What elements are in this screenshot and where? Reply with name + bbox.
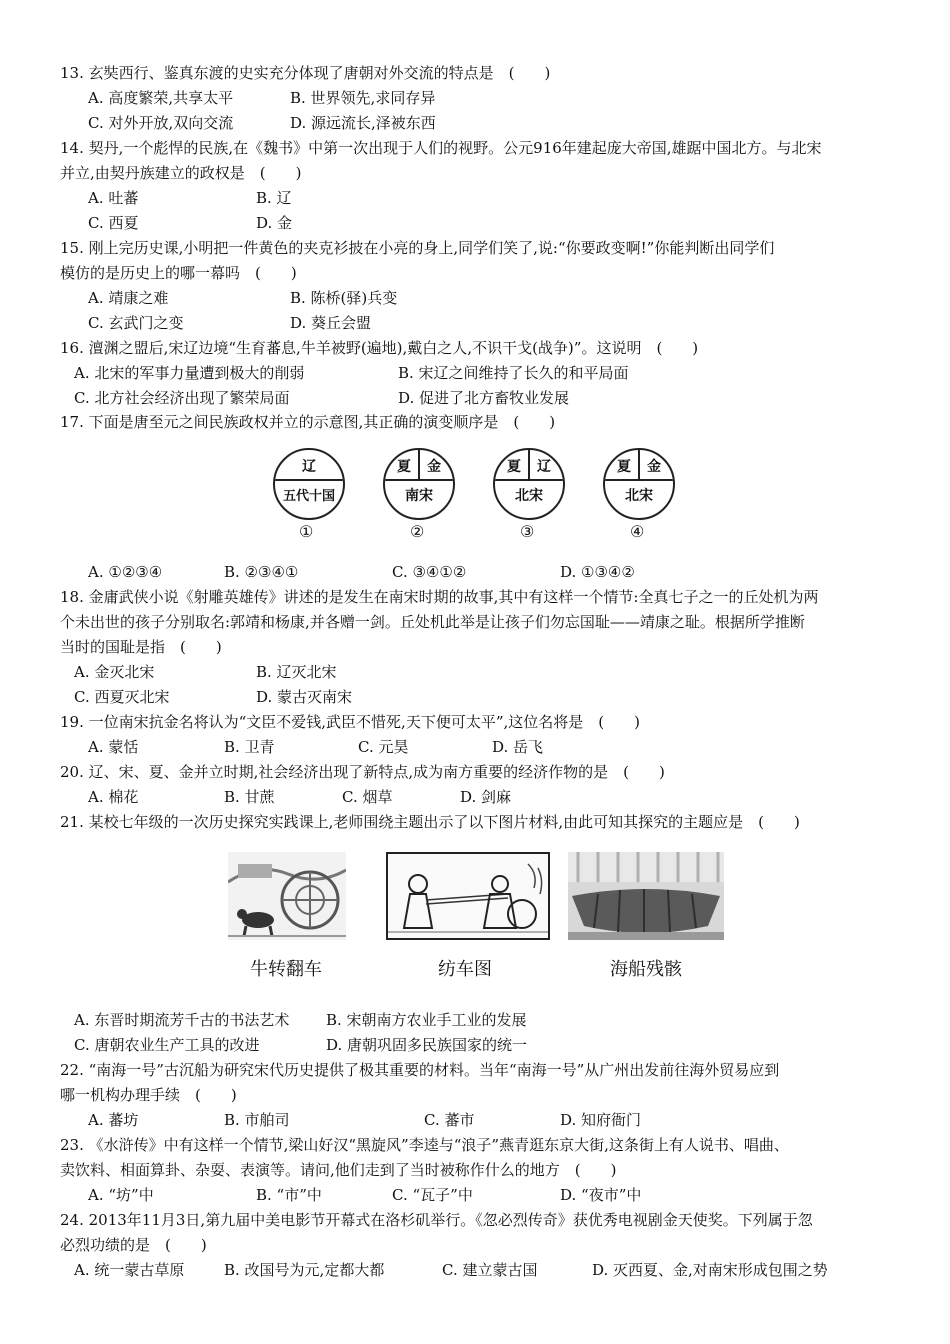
q13-option-b: B. 世界领先,求同存异 <box>290 89 436 107</box>
q20-option-b: B. 甘蔗 <box>224 788 275 806</box>
q15-stem-line2: 模仿的是历史上的哪一幕吗 ( ) <box>60 264 297 282</box>
diagram-4-top-right-label: 金 <box>647 459 661 475</box>
q14-option-a: A. 吐蕃 <box>88 189 139 207</box>
q14-stem-line1: 14. 契丹,一个彪悍的民族,在《魏书》中第一次出现于人们的视野。公元916年建起庞大帝国,雄踞中国北方。与北宋 <box>60 139 822 157</box>
q24-option-b: B. 改国号为元,定都大都 <box>224 1261 385 1279</box>
q19-option-a: A. 蒙恬 <box>88 738 139 756</box>
q21-option-c: C. 唐朝农业生产工具的改进 <box>74 1036 260 1054</box>
q23-option-b: B. “市”中 <box>256 1186 322 1204</box>
ship-wreck-image <box>568 852 724 940</box>
q15-option-b: B. 陈桥(驿)兵变 <box>290 289 398 307</box>
diagram-2-top-left-label: 夏 <box>397 459 411 475</box>
q14-stem-line2: 并立,由契丹族建立的政权是 ( ) <box>60 164 302 182</box>
q14-option-b: B. 辽 <box>256 189 292 207</box>
q24-stem-line1: 24. 2013年11月3日,第九届中美电影节开幕式在洛杉矶举行。《忽必烈传奇》获优秀电视剧金天使奖。下列属于忽 <box>60 1211 813 1229</box>
q23-option-d: D. “夜市”中 <box>560 1186 642 1204</box>
q20-option-c: C. 烟草 <box>342 788 393 806</box>
q16-stem: 16. 澶渊之盟后,宋辽边境“生育蕃息,牛羊被野(遍地),戴白之人,不识干戈(战争)”。这说明 ( ) <box>60 339 699 357</box>
q18-stem-line3: 当时的国耻是指 ( ) <box>60 638 222 656</box>
caption-ox-waterwheel: 牛转翻车 <box>250 959 322 980</box>
q21-option-b: B. 宋朝南方农业手工业的发展 <box>326 1011 527 1029</box>
q19-option-b: B. 卫青 <box>224 738 275 756</box>
regime-diagram-4 <box>603 448 675 520</box>
q22-stem-line1: 22. “南海一号”古沉船为研究宋代历史提供了极其重要的材料。当年“南海一号”从广州出发前往海外贸易应到 <box>60 1061 780 1079</box>
q18-option-b: B. 辽灭北宋 <box>256 663 337 681</box>
q18-option-c: C. 西夏灭北宋 <box>74 688 170 706</box>
diagram-3-top-left-label: 夏 <box>507 459 521 475</box>
q17-stem: 17. 下面是唐至元之间民族政权并立的示意图,其正确的演变顺序是 ( ) <box>60 413 556 431</box>
diagram-1-bottom-label: 五代十国 <box>282 489 335 504</box>
caption-spinning-wheel: 纺车图 <box>438 959 492 980</box>
q13-option-c: C. 对外开放,双向交流 <box>88 114 234 132</box>
q19-option-c: C. 元昊 <box>358 738 409 756</box>
q22-option-a: A. 蕃坊 <box>88 1111 139 1129</box>
q20-option-d: D. 剑麻 <box>460 788 512 806</box>
q24-option-a: A. 统一蒙古草原 <box>74 1261 185 1279</box>
diagram-4-number: ④ <box>630 522 645 541</box>
regime-diagram-3 <box>493 448 565 520</box>
q14-option-c: C. 西夏 <box>88 214 139 232</box>
q17-option-c: C. ③④①② <box>392 563 467 581</box>
diagram-2-bottom-label: 南宋 <box>405 488 433 504</box>
q15-option-a: A. 靖康之难 <box>88 289 169 307</box>
q18-stem-line2: 个未出世的孩子分别取名:郭靖和杨康,并各赠一剑。丘处机此举是让孩子们勿忘国耻——靖康之耻。根据所学推断 <box>60 613 805 631</box>
diagram-1-number: ① <box>299 522 314 541</box>
ox-waterwheel-image <box>228 852 346 940</box>
q17-option-b: B. ②③④① <box>224 563 299 581</box>
q17-option-a: A. ①②③④ <box>88 563 163 581</box>
q22-option-d: D. 知府衙门 <box>560 1111 642 1129</box>
spinning-wheel-image <box>386 852 550 940</box>
regime-diagram-2 <box>383 448 455 520</box>
q23-stem-line2: 卖饮料、相面算卦、杂耍、表演等。请问,他们走到了当时被称作什么的地方 ( ) <box>60 1161 617 1179</box>
q23-stem-line1: 23. 《水浒传》中有这样一个情节,梁山好汉“黑旋风”李逵与“浪子”燕青逛东京大街,这条街上有人说书、唱曲、 <box>60 1136 789 1154</box>
q21-stem: 21. 某校七年级的一次历史探究实践课上,老师围绕主题出示了以下图片材料,由此可知其探究的主题应是 ( ) <box>60 813 800 831</box>
q20-option-a: A. 棉花 <box>88 788 139 806</box>
q17-option-d: D. ①③④② <box>560 563 635 581</box>
regime-diagram-1 <box>273 448 345 520</box>
q23-option-c: C. “瓦子”中 <box>392 1186 473 1204</box>
q13-option-a: A. 高度繁荣,共享太平 <box>88 89 234 107</box>
q14-option-d: D. 金 <box>256 214 293 232</box>
diagram-4-top-left-label: 夏 <box>617 459 631 475</box>
q16-option-a: A. 北宋的军事力量遭到极大的削弱 <box>74 364 305 382</box>
q16-option-c: C. 北方社会经济出现了繁荣局面 <box>74 389 290 407</box>
q24-stem-line2: 必烈功绩的是 ( ) <box>60 1236 207 1254</box>
q24-option-d: D. 灭西夏、金,对南宋形成包围之势 <box>592 1261 828 1279</box>
diagram-3-top-right-label: 辽 <box>537 459 551 475</box>
q15-stem-line1: 15. 刚上完历史课,小明把一件黄色的夹克衫披在小亮的身上,同学们笑了,说:“你要政变啊!”你能判断出同学们 <box>60 239 775 257</box>
q19-option-d: D. 岳飞 <box>492 738 544 756</box>
q18-option-d: D. 蒙古灭南宋 <box>256 688 353 706</box>
q21-option-a: A. 东晋时期流芳千古的书法艺术 <box>74 1011 290 1029</box>
diagram-3-number: ③ <box>520 522 535 541</box>
q16-option-d: D. 促进了北方畜牧业发展 <box>398 389 570 407</box>
q24-option-c: C. 建立蒙古国 <box>442 1261 538 1279</box>
diagram-2-top-right-label: 金 <box>427 459 441 475</box>
q21-option-d: D. 唐朝巩固多民族国家的统一 <box>326 1036 528 1054</box>
q16-option-b: B. 宋辽之间维持了长久的和平局面 <box>398 364 629 382</box>
q13-stem: 13. 玄奘西行、鉴真东渡的史实充分体现了唐朝对外交流的特点是 ( ) <box>60 64 551 82</box>
q19-stem: 19. 一位南宋抗金名将认为“文臣不爱钱,武臣不惜死,天下便可太平”,这位名将是 ( ) <box>60 713 640 731</box>
diagram-1-top-label: 辽 <box>302 459 316 475</box>
q13-option-d: D. 源远流长,泽被东西 <box>290 114 436 132</box>
caption-ship-wreck: 海船残骸 <box>610 959 682 980</box>
q20-stem: 20. 辽、宋、夏、金并立时期,社会经济出现了新特点,成为南方重要的经济作物的是 ( ) <box>60 763 665 781</box>
q18-stem-line1: 18. 金庸武侠小说《射雕英雄传》讲述的是发生在南宋时期的故事,其中有这样一个情节:全真七子之一的丘处机为两 <box>60 588 819 606</box>
diagram-3-bottom-label: 北宋 <box>515 488 543 504</box>
q23-option-a: A. “坊”中 <box>88 1186 154 1204</box>
q22-option-b: B. 市舶司 <box>224 1111 290 1129</box>
diagram-2-number: ② <box>410 522 425 541</box>
q15-option-c: C. 玄武门之变 <box>88 314 184 332</box>
q18-option-a: A. 金灭北宋 <box>74 663 155 681</box>
diagram-4-bottom-label: 北宋 <box>625 488 653 504</box>
q15-option-d: D. 葵丘会盟 <box>290 314 372 332</box>
q22-stem-line2: 哪一机构办理手续 ( ) <box>60 1086 237 1104</box>
q22-option-c: C. 蕃市 <box>424 1111 475 1129</box>
